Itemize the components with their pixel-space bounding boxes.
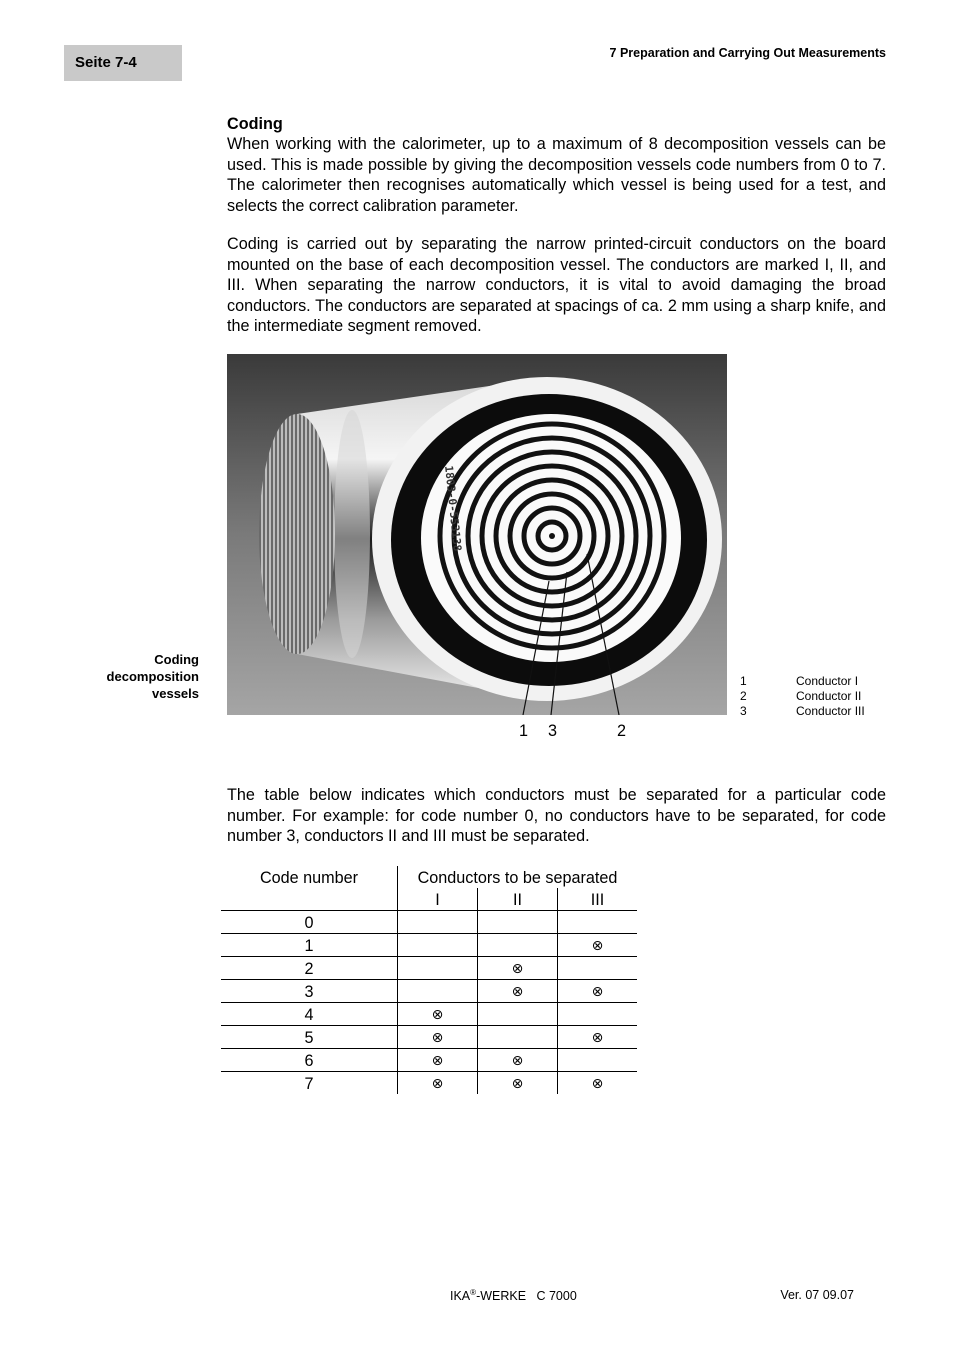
code-number-cell: 3 [221, 980, 398, 1003]
table-row [221, 1072, 637, 1095]
separate-mark-icon: ⊗ [591, 984, 604, 1000]
conductor-cell [478, 1072, 558, 1095]
conductor-cell [398, 957, 478, 980]
conductor-cell [558, 1026, 638, 1049]
callout-label: 1 [519, 722, 529, 740]
table-row [221, 1003, 637, 1026]
table-row [221, 1049, 637, 1072]
figure-legend [740, 674, 865, 719]
conductor-cell [558, 934, 638, 957]
conductor-cell [478, 1026, 558, 1049]
code-number-cell: 2 [221, 957, 398, 980]
conductor-cell [398, 1026, 478, 1049]
legend-number: 3 [740, 704, 747, 718]
conductor-cell [478, 1003, 558, 1026]
table-row [221, 911, 637, 934]
conductor-cell [558, 1049, 638, 1072]
chapter-title: 7 Preparation and Carrying Out Measurements [609, 46, 886, 60]
conductor-cell [558, 1072, 638, 1095]
table-row [221, 1026, 637, 1049]
separate-mark-icon: ⊗ [591, 1030, 604, 1046]
separate-mark-icon: ⊗ [431, 1030, 444, 1046]
code-number-cell: 4 [221, 1003, 398, 1026]
registered-mark: ® [470, 1288, 477, 1297]
header-conductor-i: I [398, 888, 478, 911]
paragraph-procedure: Coding is carried out by separating the narrow printed-circuit conductors on the board mounted on the base of each decomposition vessel. The conductors are marked I, II, and III. When separating the narrow conductors, it is vital to avoid damaging the broad conductors. The conductors are separated at spacings of ca. 2 mm using a sharp knife, and the intermediate segment removed. [227, 235, 886, 335]
legend-label: Conductor II [796, 689, 862, 703]
separate-mark-icon: ⊗ [431, 1007, 444, 1023]
table-row [221, 980, 637, 1003]
callout-label: 3 [548, 722, 558, 740]
code-number-cell: 5 [221, 1026, 398, 1049]
conductor-cell [478, 911, 558, 934]
callout-label: 2 [617, 722, 627, 740]
conductor-cell [398, 911, 478, 934]
side-caption-line: Coding [154, 652, 199, 667]
side-caption-line: vessels [152, 686, 199, 701]
footer-version: Ver. 07 09.07 [780, 1288, 854, 1302]
brand-suffix: -WERKE C 7000 [476, 1289, 577, 1304]
code-table [221, 866, 637, 1094]
conductor-cell [398, 1072, 478, 1095]
conductor-cell [398, 934, 478, 957]
page-number-tag: Seite 7-4 [64, 45, 182, 81]
header-conductors: Conductors to be separated [398, 866, 638, 888]
table-row [221, 957, 637, 980]
table-body [221, 911, 637, 1095]
legend-label: Conductor III [796, 704, 865, 718]
paragraph-intro: When working with the calorimeter, up to a maximum of 8 decomposition vessels can be used. This is made possible by giving the decomposition vessels code numbers from 0 to 7. The calorimeter then recognises automatically which vessel is being used for a test, and selects the correct calibration parameter. [227, 135, 886, 215]
legend-item [740, 704, 865, 719]
conductor-cell [478, 934, 558, 957]
side-caption-line: decomposition [106, 669, 199, 684]
code-number-cell: 6 [221, 1049, 398, 1072]
legend-number: 1 [740, 674, 747, 688]
code-number-cell: 7 [304, 1075, 314, 1093]
conductor-cell [558, 980, 638, 1003]
brand-name: IKA [450, 1289, 471, 1304]
header-conductor-ii: II [478, 888, 558, 911]
footer-brand [450, 1288, 577, 1303]
separate-mark-icon: ⊗ [431, 1053, 444, 1069]
code-number-cell: 1 [221, 934, 398, 957]
table-header-row [221, 866, 637, 888]
separate-mark-icon: ⊗ [511, 1053, 524, 1069]
conductor-cell [478, 1049, 558, 1072]
code-number-cell: 0 [221, 911, 398, 934]
legend-label: Conductor I [796, 674, 859, 688]
header-conductor-iii: III [558, 888, 638, 911]
conductor-cell [478, 980, 558, 1003]
conductor-cell [398, 980, 478, 1003]
paragraph-table-intro: The table below indicates which conductors must be separated for a particular code number. For example: for code number 0, no conductors have to be separated, for code number 3, conductors II and III must be separated. [227, 786, 886, 845]
legend-number: 2 [740, 689, 747, 703]
table-subheader-row [221, 888, 637, 911]
conductor-cell [558, 957, 638, 980]
legend-item [740, 689, 865, 704]
separate-mark-icon: ⊗ [591, 1076, 604, 1092]
conductor-cell [398, 1003, 478, 1026]
conductor-cell [558, 911, 638, 934]
figure-side-caption [107, 651, 199, 702]
separate-mark-icon: ⊗ [591, 938, 604, 954]
separate-mark-icon: ⊗ [511, 984, 524, 1000]
header-code-number: Code number [259, 869, 359, 887]
conductor-cell [558, 1003, 638, 1026]
vessel-serial: 1803-0-553138 [442, 464, 464, 552]
section-heading: Coding [227, 115, 283, 133]
separate-mark-icon: ⊗ [511, 1076, 524, 1092]
conductor-cell [398, 1049, 478, 1072]
separate-mark-icon: ⊗ [431, 1076, 444, 1092]
header-blank [221, 888, 398, 911]
table-row [221, 934, 637, 957]
legend-item [740, 674, 865, 689]
vessel-photo [227, 354, 727, 715]
separate-mark-icon: ⊗ [511, 961, 524, 977]
conductor-cell [478, 957, 558, 980]
